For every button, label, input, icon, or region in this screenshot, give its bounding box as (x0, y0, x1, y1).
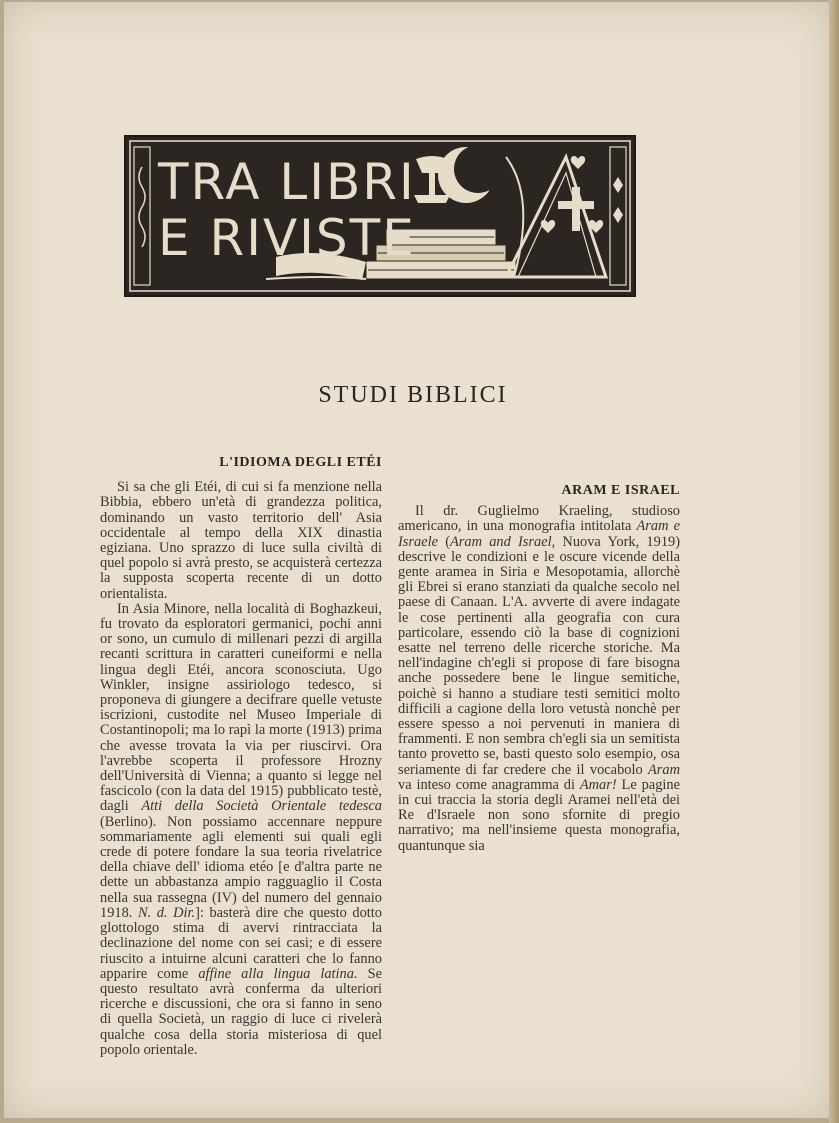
article1-p2d: Se questo resultato avrà conferma da ulteriori ricerche e discussioni, che ora si fanno in seno di quella Società, un raggio di luce ci rivelerà qualche cosa della storia misteriosa di quel popolo orientale. (100, 965, 382, 1058)
article1-p2-italic1: Atti della Società Orientale tedesca (141, 798, 382, 815)
header-banner (124, 135, 636, 297)
article2-p1-italic3: Aram (648, 761, 680, 778)
article2-p1-italic1: Aram e Israele (398, 518, 680, 550)
column-right (398, 455, 680, 854)
banner-woodcut (126, 137, 634, 295)
book-spine-edge (829, 0, 839, 1123)
article2-paragraph1 (398, 504, 680, 854)
article1-p2c: ]: basterà dire che questo dotto glottologo stima di avervi rintracciata la declinazione del nome con sei casi; e di essere riuscito a intuirne alcuni caratteri che lo fanno apparire come (100, 904, 382, 982)
article1-p2b: (Berlino). Non possiamo accennare neppure sommariamente agli elementi sui quali egli crede di potere fondare la sua teoria rivelatrice della chiave dell' idioma etéo [e d'altra parte ne dette un abbastanza ampio ragguaglio il Costa nella sua rassegna (IV) del numero del gennaio 1918. (100, 813, 382, 921)
section-title: STUDI BIBLICI (318, 382, 508, 408)
column-left (100, 455, 382, 1058)
article1-paragraph1: Si sa che gli Etéi, di cui si fa menzione nella Bibbia, ebbero un'età di grandezza politica, dominando un vasto territorio dell' Asia occidentale al tempo della XIX dinastia egiziana. Uno sprazzo di luce sulla civiltà di quel popolo si avrà presto, se acquisterà certezza la supposta scoperta recente di un dotto orientalista. (100, 479, 382, 602)
article2-p1-italic2: Aram and Israel, (450, 533, 556, 550)
article1-p2a: In Asia Minore, nella località di Boghazkeui, fu trovato da esploratori germanici, pochi anni or sono, un cumulo di millenari pezzi di argilla recanti scrittura in caratteri cuneiformi e nella lingua degli Etéi, ancora sconosciuta. Ugo Winkler, insigne assiriologo tedesco, si proponeva di giungere a decifrare quelle vetuste iscrizioni, custodite nel Museo Imperiale di Costantinopoli; ma lo rapì la morte (1913) prima che avesse trovata la via per riuscirvi. Ora l'avrebbe scoperta il professore Hrozny dell'Università di Vienna; a quanto si legge nel fascicolo (con la data del 1915) pubblicato testè, dagli (100, 600, 382, 815)
article2-p1-italic4: Amar! (579, 776, 617, 793)
article2-p1d: Le pagine in cui traccia la storia degli Aramei nell'età dei Re d'Israele non sono sfornite di pregio narrativo; ma nell'insieme questa monografia, quantunque sia (398, 776, 680, 854)
article2-p1-paren: ( (445, 533, 450, 550)
article1-p2-italic2: N. d. Dir. (137, 904, 196, 921)
article2-p1b: Nuova York, 1919) descrive le condizioni e le oscure vicende della gente aramea in Siria e Mesopotamia, allorchè gli Ebrei si erano stanziati da qualche secolo nel paese di Canaan. L'A. avverte di avere indagate le cose pertinenti alla geografia con cura particolare, essendo ciò la base di cognizioni esatte nel terreno delle ricerche storiche. Ma nell'indagine ch'egli si propose di fare bisogna anche possedere bene le lingue semitiche, poichè si hanno a studiare testi semitici molto difficili a cagione della loro vetustà nonchè per essere spesso a noi pervenuti in maniera di frammenti. E non sembra ch'egli sia un semitista tanto provetto se, basti questo solo esempio, osa seriamente di far credere che il vocabolo (398, 533, 680, 778)
article2-p1c: va inteso come anagramma di (398, 776, 575, 793)
article1-paragraph2 (100, 602, 382, 1058)
article1-title: L'IDIOMA DEGLI ETÉI (219, 455, 382, 470)
banner-line2: E RIVISTE (158, 209, 416, 267)
column-right-top-spacer (398, 455, 680, 473)
article2-title: ARAM E ISRAEL (561, 483, 680, 498)
banner-line1: TRA LIBRI (158, 153, 416, 211)
article1-p2-italic3: affine alla lingua latina. (198, 965, 358, 982)
article2-p1a: Il dr. Guglielmo Kraeling, studioso americano, in una monografia intitolata (398, 503, 680, 535)
